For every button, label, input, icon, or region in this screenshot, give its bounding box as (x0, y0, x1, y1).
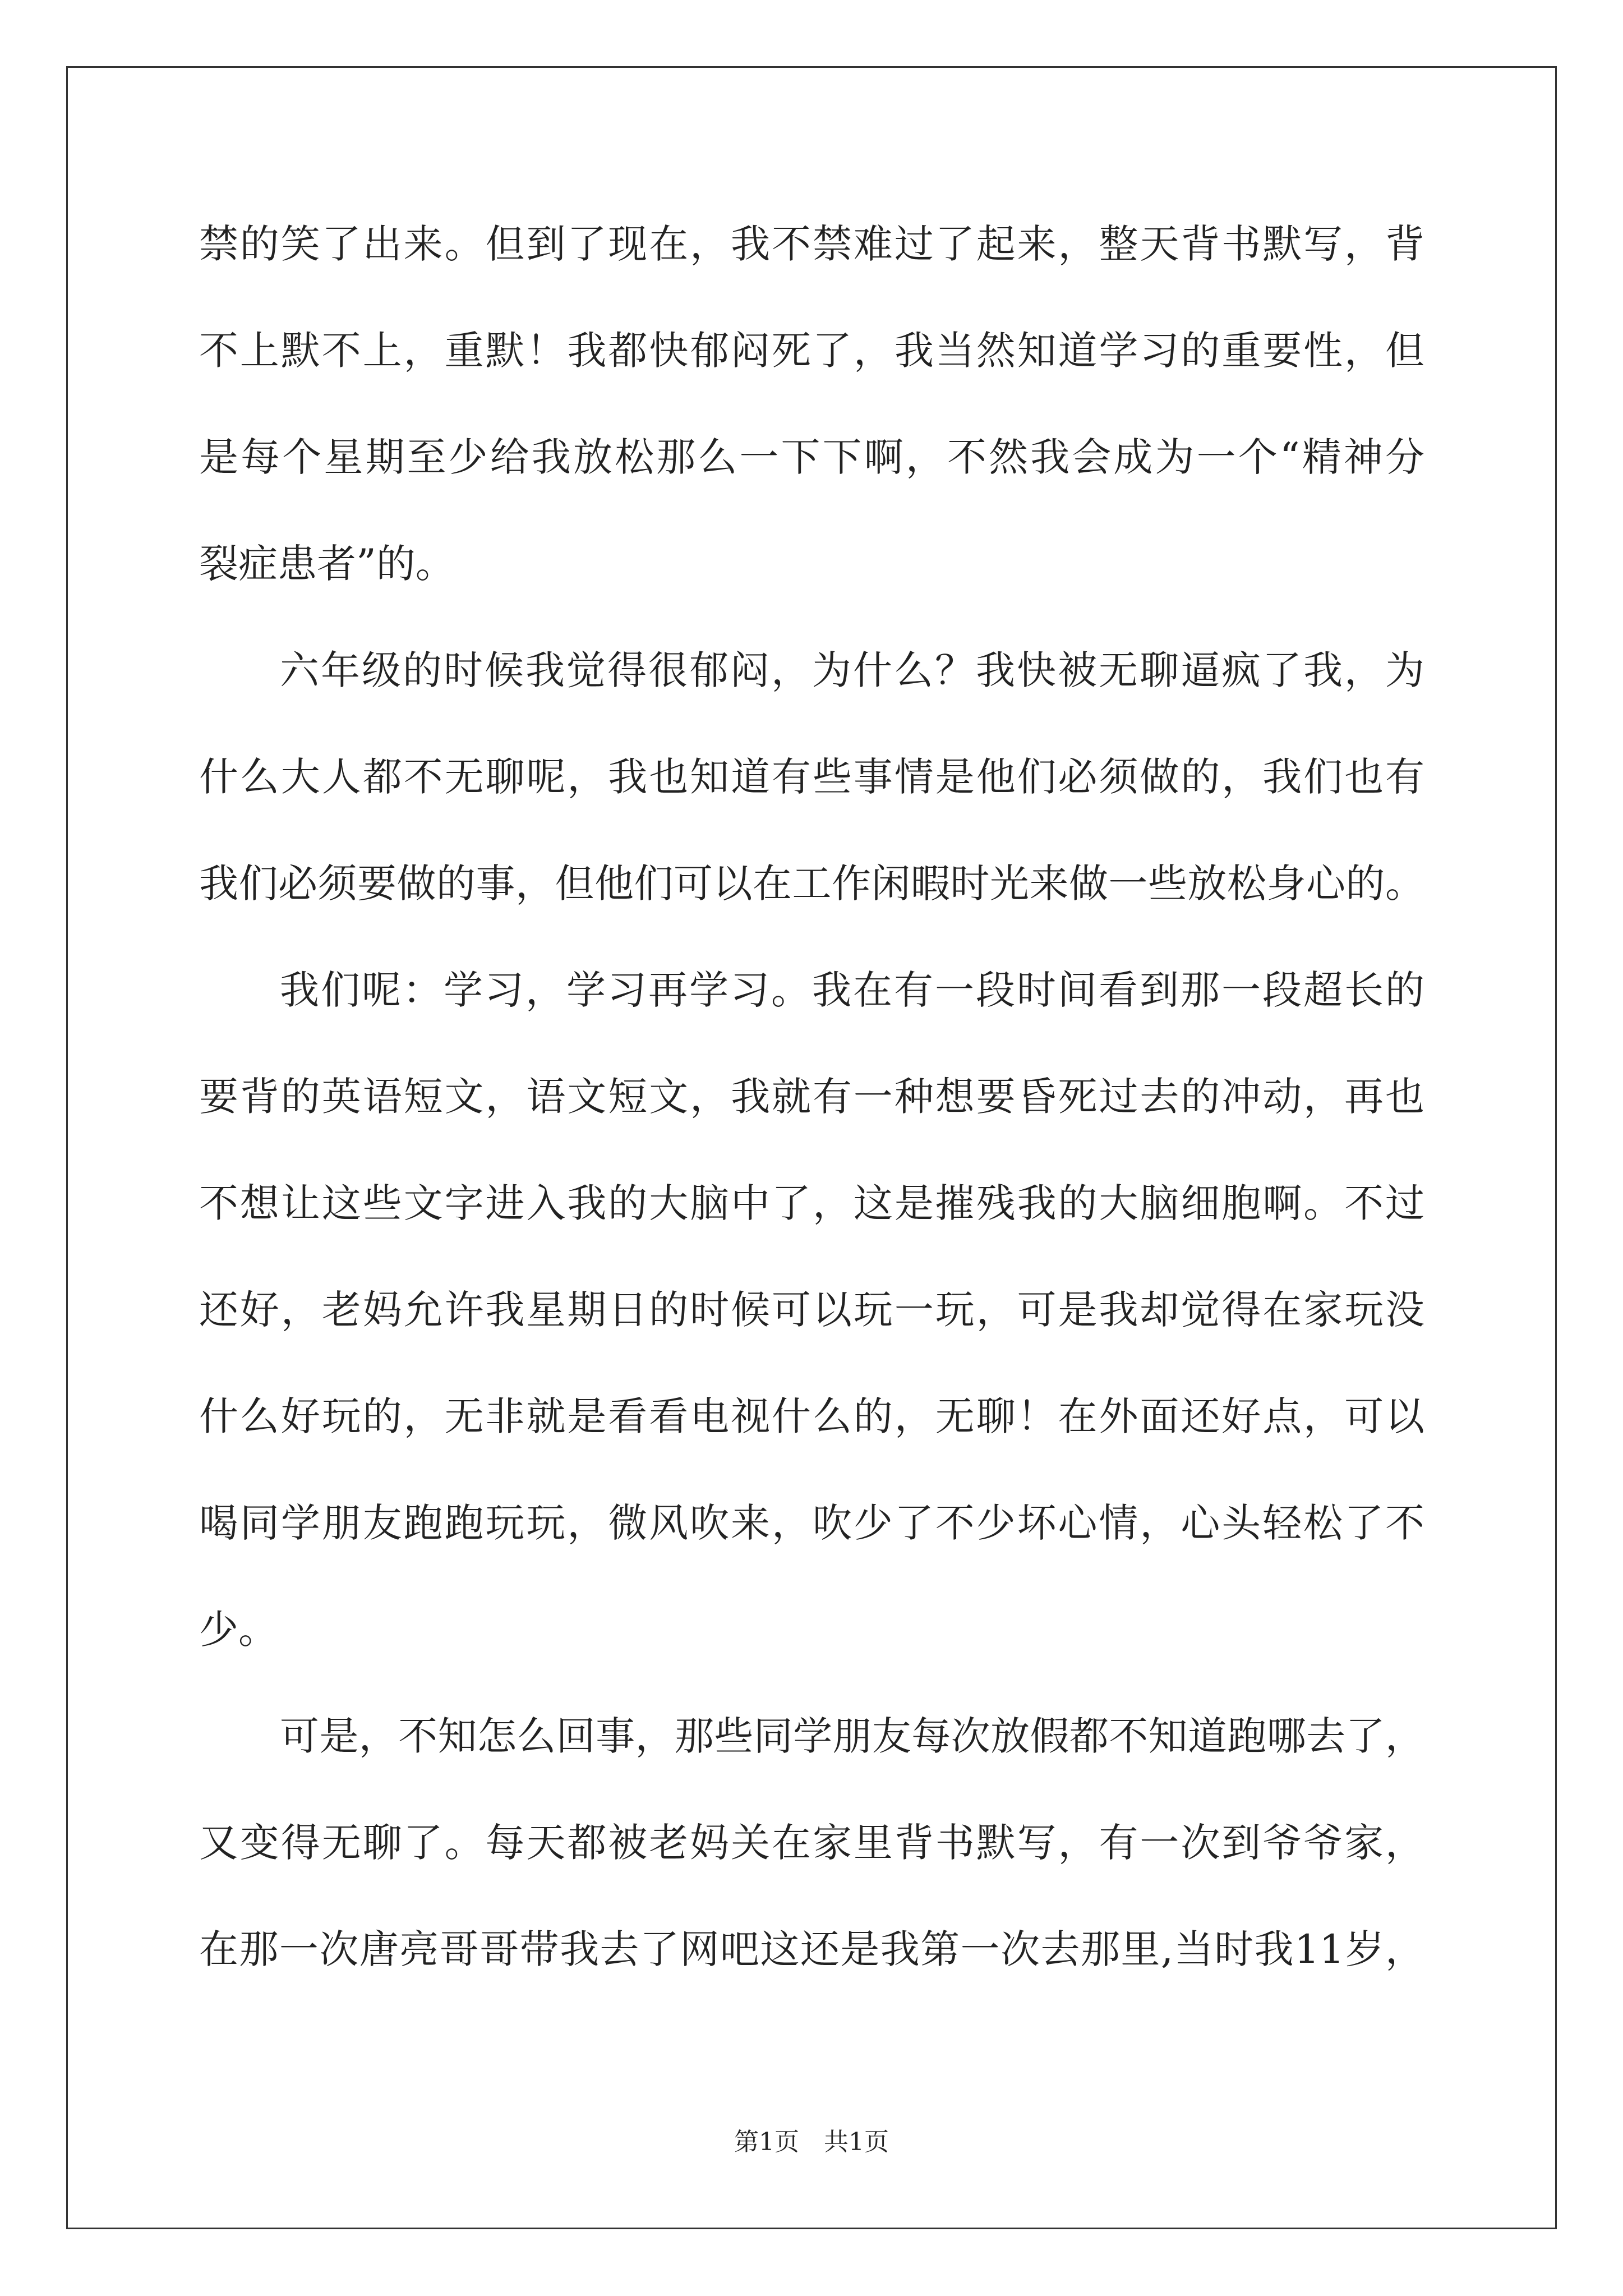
text-line: 还好，老妈允许我星期日的时候可以玩一玩，可是我却觉得在家玩没 (199, 1287, 1424, 1333)
text-line: 什么好玩的，无非就是看看电视什么的，无聊！在外面还好点，可以 (199, 1393, 1424, 1439)
document-body (199, 213, 1424, 2025)
text-line: 我们必须要做的事，但他们可以在工作闲暇时光来做一些放松身心的。 (199, 861, 1424, 907)
text-line: 裂症患者”的。 (199, 541, 455, 587)
page-footer: 第1页 共1页 (734, 2128, 889, 2156)
text-line: 是每个星期至少给我放松那么一下下啊，不然我会成为一个“精神分 (199, 434, 1424, 480)
text-line: 不上默不上，重默！我都快郁闷死了，我当然知道学习的重要性，但 (199, 328, 1424, 374)
text-line: 又变得无聊了。每天都被老妈关在家里背书默写，有一次到爷爷家， (199, 1820, 1424, 1866)
text-line: 少。 (199, 1607, 278, 1653)
text-line: 什么大人都不无聊呢，我也知道有些事情是他们必须做的，我们也有 (199, 754, 1424, 800)
text-line: 禁的笑了出来。但到了现在，我不禁难过了起来，整天背书默写，背 (199, 221, 1424, 267)
paragraph-first-line: 六年级的时候我觉得很郁闷，为什么？我快被无聊逼疯了我，为 (280, 647, 1424, 693)
text-line: 在那一次唐亮哥哥带我去了网吧这还是我第一次去那里,当时我11岁， (199, 1926, 1424, 1972)
text-line: 喝同学朋友跑跑玩玩，微风吹来，吹少了不少坏心情，心头轻松了不 (199, 1500, 1424, 1546)
paragraph-first-line: 我们呢：学习，学习再学习。我在有一段时间看到那一段超长的 (280, 967, 1424, 1013)
text-line: 要背的英语短文，语文短文，我就有一种想要昏死过去的冲动，再也 (199, 1074, 1424, 1120)
paragraph-first-line: 可是，不知怎么回事，那些同学朋友每次放假都不知道跑哪去了， (280, 1713, 1424, 1759)
text-line: 不想让这些文字进入我的大脑中了，这是摧残我的大脑细胞啊。不过 (199, 1180, 1424, 1226)
